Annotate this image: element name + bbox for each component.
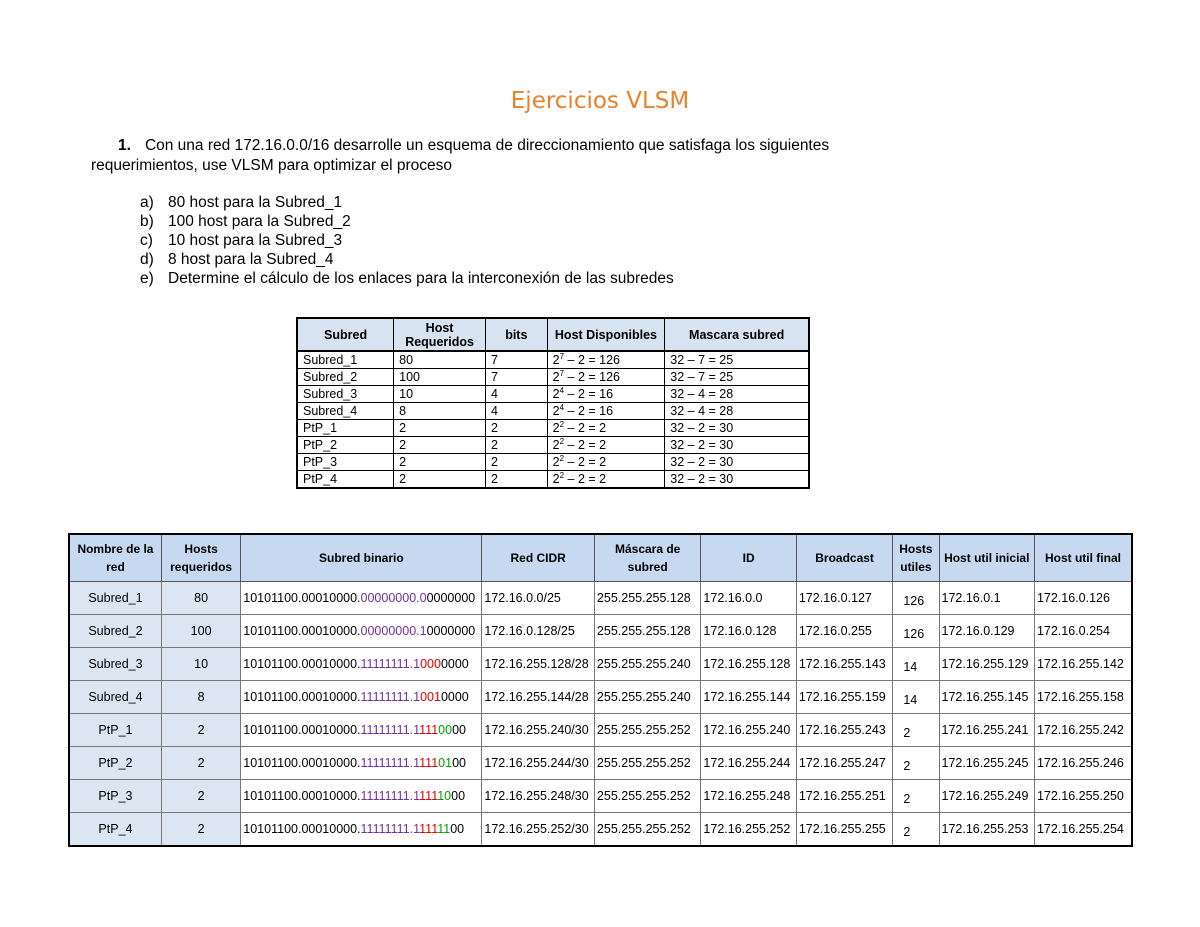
cell-mascara: 32 – 2 = 30: [665, 454, 809, 471]
cell-bits: 2: [485, 437, 547, 454]
cell-subred: PtP_3: [297, 454, 394, 471]
binary-subnet-bits: 111: [419, 723, 439, 737]
cell-host-disponibles: [547, 454, 665, 471]
cell-host-disponibles: [547, 351, 665, 369]
cell-cidr: 172.16.0.128/25: [482, 615, 595, 648]
exercise-number: 1.: [118, 137, 131, 154]
cell-mask: 255.255.255.252: [594, 780, 701, 813]
column-header: Red CIDR: [482, 534, 595, 582]
column-header: Broadcast: [796, 534, 892, 582]
bits-calculation-table: [296, 317, 810, 489]
cell-host-requeridos: 100: [394, 369, 486, 386]
binary-ptp-bits: 10: [437, 789, 452, 803]
cell-hosts-required: 8: [161, 681, 240, 714]
binary-fixed: 10101100.00010000.: [243, 789, 361, 803]
binary-fixed: 10101100.00010000.: [243, 723, 361, 737]
cell-host-disponibles: [547, 437, 665, 454]
binary-host-bits: 0000: [440, 657, 469, 671]
table-row: [69, 747, 1132, 780]
cell-first-host: 172.16.255.145: [939, 681, 1034, 714]
power-exponent: 7: [559, 368, 565, 378]
cell-bits: 4: [485, 386, 547, 403]
list-letter: c): [140, 232, 153, 249]
cell-broadcast: 172.16.255.143: [796, 648, 892, 681]
cell-hosts-required: 2: [161, 813, 240, 847]
cell-usable-hosts: 14: [893, 681, 939, 714]
cell-cidr: 172.16.255.252/30: [482, 813, 595, 847]
cell-mascara: 32 – 2 = 30: [665, 471, 809, 489]
cell-usable-hosts: 126: [893, 615, 939, 648]
cell-host-requeridos: 2: [394, 437, 486, 454]
binary-fixed: 10101100.00010000.: [243, 657, 361, 671]
cell-host-disponibles: [547, 386, 665, 403]
binary-borrowed: 00000000.0: [360, 591, 427, 605]
column-header: Hosts utiles: [893, 534, 939, 582]
cell-last-host: 172.16.255.242: [1034, 714, 1132, 747]
binary-borrowed: 00000000.1: [360, 624, 427, 638]
cell-host-requeridos: 2: [394, 471, 486, 489]
exercise-statement: [91, 136, 911, 176]
column-header: Host Disponibles: [547, 318, 665, 351]
binary-ptp-bits: 01: [438, 756, 453, 770]
cell-hosts-required: 10: [161, 648, 240, 681]
cell-subred: Subred_3: [297, 386, 394, 403]
binary-borrowed: 11111111.1: [360, 789, 420, 803]
table-row: [69, 813, 1132, 847]
binary-host-bits: 0000000: [426, 591, 476, 605]
cell-network-name: PtP_3: [69, 780, 161, 813]
cell-last-host: 172.16.0.126: [1034, 582, 1132, 615]
cell-id: 172.16.255.240: [701, 714, 796, 747]
table-row: [297, 454, 809, 471]
cell-cidr: 172.16.255.240/30: [482, 714, 595, 747]
power-exponent: 4: [559, 402, 565, 412]
column-header: Host Requeridos: [394, 318, 486, 351]
binary-fixed: 10101100.00010000.: [243, 756, 361, 770]
cell-id: 172.16.255.244: [701, 747, 796, 780]
power-base: 2: [552, 455, 560, 469]
power-base: 2: [552, 387, 560, 401]
binary-fixed: 10101100.00010000.: [243, 822, 361, 836]
table-row: [297, 369, 809, 386]
binary-subnet-bits: 111: [419, 756, 439, 770]
table-row: [297, 386, 809, 403]
power-exponent: 4: [559, 385, 565, 395]
power-base: 2: [552, 438, 560, 452]
cell-binary-subnet: [241, 714, 482, 747]
cell-subred: PtP_4: [297, 471, 394, 489]
list-item: [140, 193, 674, 212]
cell-usable-hosts: 2: [893, 747, 939, 780]
cell-host-disponibles: [547, 420, 665, 437]
power-exponent: 2: [559, 453, 565, 463]
cell-mask: 255.255.255.128: [594, 615, 701, 648]
cell-hosts-required: 80: [161, 582, 240, 615]
table-header-row: [69, 534, 1132, 582]
cell-mask: 255.255.255.252: [594, 813, 701, 847]
power-result: – 2 = 2: [564, 438, 607, 452]
cell-network-name: PtP_1: [69, 714, 161, 747]
cell-bits: 7: [485, 351, 547, 369]
list-text: 10 host para la Subred_3: [168, 232, 343, 249]
column-header: Host util final: [1034, 534, 1132, 582]
cell-binary-subnet: [241, 648, 482, 681]
list-letter: d): [140, 251, 154, 268]
binary-fixed: 10101100.00010000.: [243, 591, 361, 605]
list-text: 8 host para la Subred_4: [168, 251, 334, 268]
binary-borrowed: 11111111.1: [360, 756, 420, 770]
column-header: bits: [485, 318, 547, 351]
cell-mask: 255.255.255.252: [594, 714, 701, 747]
cell-network-name: Subred_4: [69, 681, 161, 714]
power-exponent: 2: [559, 470, 565, 480]
cell-broadcast: 172.16.255.159: [796, 681, 892, 714]
cell-mascara: 32 – 2 = 30: [665, 420, 809, 437]
binary-subnet-bits: 000: [420, 657, 441, 671]
cell-first-host: 172.16.255.241: [939, 714, 1034, 747]
cell-id: 172.16.0.128: [701, 615, 796, 648]
binary-ptp-bits: 11: [437, 822, 451, 836]
binary-subnet-bits: 001: [420, 690, 441, 704]
column-header: Hosts requeridos: [161, 534, 240, 582]
binary-subnet-bits: 111: [419, 789, 438, 803]
cell-mascara: 32 – 7 = 25: [665, 369, 809, 386]
cell-host-requeridos: 10: [394, 386, 486, 403]
cell-mask: 255.255.255.240: [594, 681, 701, 714]
power-result: – 2 = 126: [564, 353, 621, 367]
cell-usable-hosts: 14: [893, 648, 939, 681]
cell-hosts-required: 2: [161, 714, 240, 747]
cell-usable-hosts: 2: [893, 780, 939, 813]
cell-first-host: 172.16.0.129: [939, 615, 1034, 648]
vlsm-addressing-table: [68, 533, 1133, 847]
cell-cidr: 172.16.255.128/28: [482, 648, 595, 681]
cell-binary-subnet: [241, 780, 482, 813]
cell-subred: Subred_1: [297, 351, 394, 369]
cell-last-host: 172.16.255.254: [1034, 813, 1132, 847]
cell-bits: 7: [485, 369, 547, 386]
power-result: – 2 = 16: [564, 404, 614, 418]
cell-broadcast: 172.16.255.251: [796, 780, 892, 813]
binary-borrowed: 11111111.1: [360, 690, 421, 704]
power-base: 2: [552, 421, 560, 435]
list-item: [140, 231, 674, 250]
list-letter: e): [140, 270, 154, 287]
column-header: Nombre de la red: [69, 534, 161, 582]
cell-subred: Subred_2: [297, 369, 394, 386]
table-row: [69, 714, 1132, 747]
cell-mascara: 32 – 4 = 28: [665, 386, 809, 403]
table-header-row: [297, 318, 809, 351]
cell-broadcast: 172.16.255.255: [796, 813, 892, 847]
list-text: 100 host para la Subred_2: [168, 213, 351, 230]
column-header: Máscara de subred: [594, 534, 701, 582]
power-result: – 2 = 2: [564, 421, 607, 435]
cell-last-host: 172.16.255.142: [1034, 648, 1132, 681]
cell-network-name: Subred_1: [69, 582, 161, 615]
cell-mascara: 32 – 4 = 28: [665, 403, 809, 420]
table-row: [69, 615, 1132, 648]
binary-subnet-bits: 111: [419, 822, 438, 836]
power-exponent: 2: [559, 436, 565, 446]
power-base: 2: [552, 472, 560, 486]
binary-fixed: 10101100.00010000.: [243, 690, 361, 704]
cell-hosts-required: 2: [161, 747, 240, 780]
cell-subred: PtP_2: [297, 437, 394, 454]
power-exponent: 7: [559, 351, 565, 361]
cell-cidr: 172.16.255.248/30: [482, 780, 595, 813]
cell-host-disponibles: [547, 369, 665, 386]
column-header: Mascara subred: [665, 318, 809, 351]
list-letter: b): [140, 213, 154, 230]
cell-mascara: 32 – 7 = 25: [665, 351, 809, 369]
list-item: [140, 250, 674, 269]
cell-bits: 2: [485, 471, 547, 489]
cell-first-host: 172.16.255.245: [939, 747, 1034, 780]
cell-binary-subnet: [241, 582, 482, 615]
cell-broadcast: 172.16.0.255: [796, 615, 892, 648]
cell-usable-hosts: 2: [893, 714, 939, 747]
power-base: 2: [552, 353, 560, 367]
cell-id: 172.16.255.144: [701, 681, 796, 714]
cell-broadcast: 172.16.255.247: [796, 747, 892, 780]
table-row: [297, 420, 809, 437]
cell-hosts-required: 2: [161, 780, 240, 813]
cell-network-name: PtP_4: [69, 813, 161, 847]
power-base: 2: [552, 370, 560, 384]
table-row: [69, 681, 1132, 714]
requirements-list: [140, 193, 674, 288]
cell-host-requeridos: 8: [394, 403, 486, 420]
cell-bits: 2: [485, 420, 547, 437]
cell-host-requeridos: 2: [394, 420, 486, 437]
cell-bits: 4: [485, 403, 547, 420]
column-header: Subred: [297, 318, 394, 351]
table-row: [69, 780, 1132, 813]
cell-first-host: 172.16.0.1: [939, 582, 1034, 615]
cell-subred: PtP_1: [297, 420, 394, 437]
binary-ptp-bits: 00: [438, 723, 453, 737]
list-text: Determine el cálculo de los enlaces para la interconexión de las subredes: [168, 270, 674, 287]
binary-host-bits: 00: [452, 723, 466, 737]
binary-host-bits: 00: [451, 789, 466, 803]
cell-last-host: 172.16.255.158: [1034, 681, 1132, 714]
table-row: [69, 582, 1132, 615]
cell-last-host: 172.16.255.250: [1034, 780, 1132, 813]
column-header: Host util inicial: [939, 534, 1034, 582]
cell-usable-hosts: 126: [893, 582, 939, 615]
cell-host-requeridos: 2: [394, 454, 486, 471]
power-result: – 2 = 2: [564, 472, 607, 486]
cell-mask: 255.255.255.240: [594, 648, 701, 681]
binary-host-bits: 0000000: [426, 624, 476, 638]
cell-mascara: 32 – 2 = 30: [665, 437, 809, 454]
table-row: [297, 351, 809, 369]
cell-binary-subnet: [241, 615, 482, 648]
page-title: Ejercicios VLSM: [510, 88, 690, 114]
cell-binary-subnet: [241, 747, 482, 780]
cell-cidr: 172.16.255.244/30: [482, 747, 595, 780]
cell-id: 172.16.255.128: [701, 648, 796, 681]
power-result: – 2 = 16: [564, 387, 614, 401]
cell-host-requeridos: 80: [394, 351, 486, 369]
cell-binary-subnet: [241, 813, 482, 847]
column-header: ID: [701, 534, 796, 582]
binary-host-bits: 00: [452, 756, 466, 770]
power-exponent: 2: [559, 419, 565, 429]
list-item: [140, 269, 674, 288]
cell-network-name: PtP_2: [69, 747, 161, 780]
cell-id: 172.16.255.252: [701, 813, 796, 847]
cell-host-disponibles: [547, 403, 665, 420]
cell-network-name: Subred_3: [69, 648, 161, 681]
table-row: [297, 437, 809, 454]
cell-network-name: Subred_2: [69, 615, 161, 648]
table-row: [69, 648, 1132, 681]
cell-broadcast: 172.16.0.127: [796, 582, 892, 615]
binary-fixed: 10101100.00010000.: [243, 624, 361, 638]
binary-host-bits: 00: [450, 822, 465, 836]
exercise-text: Con una red 172.16.0.0/16 desarrolle un esquema de direccionamiento que satisfaga los siguientes requerimientos, use VLSM para optimizar el proceso: [91, 137, 830, 174]
cell-mask: 255.255.255.128: [594, 582, 701, 615]
cell-id: 172.16.255.248: [701, 780, 796, 813]
list-letter: a): [140, 194, 154, 211]
cell-first-host: 172.16.255.129: [939, 648, 1034, 681]
cell-first-host: 172.16.255.249: [939, 780, 1034, 813]
cell-host-disponibles: [547, 471, 665, 489]
power-base: 2: [552, 404, 560, 418]
power-result: – 2 = 126: [564, 370, 621, 384]
binary-host-bits: 0000: [440, 690, 469, 704]
binary-borrowed: 11111111.1: [360, 822, 420, 836]
list-text: 80 host para la Subred_1: [168, 194, 343, 211]
binary-borrowed: 11111111.1: [360, 657, 421, 671]
cell-first-host: 172.16.255.253: [939, 813, 1034, 847]
power-result: – 2 = 2: [564, 455, 607, 469]
binary-borrowed: 11111111.1: [360, 723, 420, 737]
cell-last-host: 172.16.0.254: [1034, 615, 1132, 648]
cell-id: 172.16.0.0: [701, 582, 796, 615]
list-item: [140, 212, 674, 231]
cell-bits: 2: [485, 454, 547, 471]
cell-mask: 255.255.255.252: [594, 747, 701, 780]
cell-hosts-required: 100: [161, 615, 240, 648]
cell-binary-subnet: [241, 681, 482, 714]
cell-last-host: 172.16.255.246: [1034, 747, 1132, 780]
cell-usable-hosts: 2: [893, 813, 939, 847]
column-header: Subred binario: [241, 534, 482, 582]
table-row: [297, 471, 809, 489]
cell-subred: Subred_4: [297, 403, 394, 420]
cell-cidr: 172.16.0.0/25: [482, 582, 595, 615]
table-row: [297, 403, 809, 420]
cell-broadcast: 172.16.255.243: [796, 714, 892, 747]
cell-cidr: 172.16.255.144/28: [482, 681, 595, 714]
